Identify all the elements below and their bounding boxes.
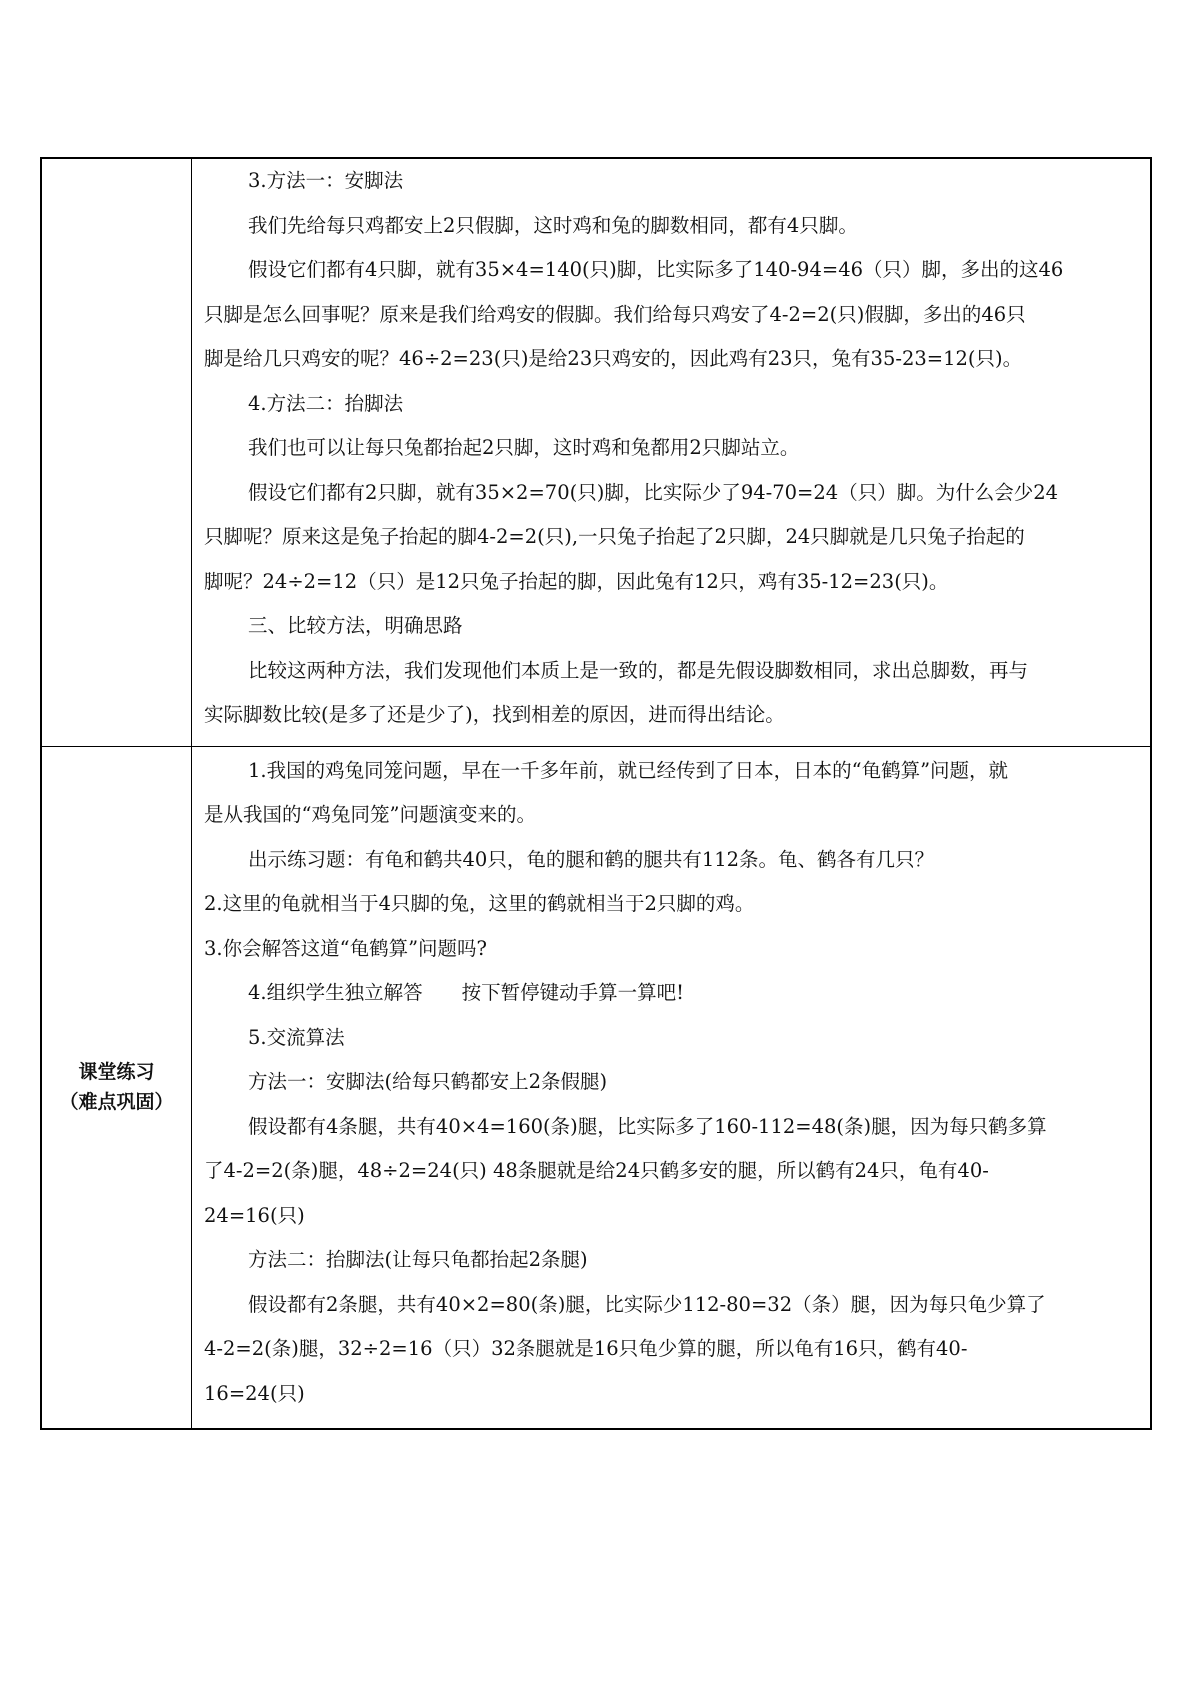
- row-label-line1: 课堂练习: [78, 1061, 155, 1084]
- paragraph: 脚呢？24÷2=12（只）是12只兔子抬起的脚，因此兔有12只，鸡有35-12=23(只)。: [204, 569, 949, 593]
- paragraph: 1.我国的鸡兔同笼问题，早在一千多年前，就已经传到了日本，日本的“龟鹤算”问题，就: [248, 758, 1009, 782]
- paragraph: 是从我国的“鸡兔同笼”问题演变来的。: [204, 803, 536, 826]
- row-label-cell: [42, 159, 192, 746]
- paragraph: 24=16(只): [204, 1203, 305, 1227]
- paragraph: 方法一：安脚法(给每只鹤都安上2条假腿): [248, 1070, 608, 1093]
- paragraph: 方法二：抬脚法(让每只龟都抬起2条腿): [248, 1248, 588, 1271]
- paragraph: 假设都有2条腿，共有40×2=80(条)腿，比实际少112-80=32（条）腿，因为每只龟少算了: [248, 1292, 1046, 1316]
- row-label: [59, 1057, 173, 1117]
- paragraph: 16=24(只): [204, 1381, 305, 1405]
- paragraph: 实际脚数比较(是多了还是少了)，找到相差的原因，进而得出结论。: [204, 703, 785, 726]
- table-row-practice: [42, 746, 1150, 1429]
- row-label-cell: [42, 747, 192, 1429]
- paragraph: 我们也可以让每只兔都抬起2只脚，这时鸡和兔都用2只脚站立。: [248, 436, 800, 459]
- row-content-cell: [192, 159, 1150, 746]
- paragraph: 了4-2=2(条)腿，48÷2=24(只) 48条腿就是给24只鹤多安的腿，所以鹤有24只，龟有40-: [204, 1159, 989, 1182]
- paragraph: 脚是给几只鸡安的呢？46÷2=23(只)是给23只鸡安的，因此鸡有23只，兔有35-23=12(只)。: [204, 347, 1023, 370]
- paragraph: 4.方法二：抬脚法: [248, 391, 404, 415]
- paragraph: 5.交流算法: [248, 1025, 345, 1049]
- paragraph: 比较这两种方法，我们发现他们本质上是一致的，都是先假设脚数相同，求出总脚数，再与: [248, 658, 1029, 682]
- paragraph: 出示练习题：有龟和鹤共40只，龟的腿和鹤的腿共有112条。龟、鹤各有几只？: [248, 847, 935, 871]
- paragraph: 3.方法一：安脚法: [248, 169, 404, 192]
- paragraph: 假设它们都有2只脚，就有35×2=70(只)脚，比实际少了94-70=24（只）脚。为什么会少24: [248, 480, 1059, 504]
- paragraph: 只脚呢？原来这是兔子抬起的脚4-2=2(只),一只兔子抬起了2只脚，24只脚就是几只兔子抬起的: [204, 525, 1025, 548]
- paragraph: 4.组织学生独立解答 按下暂停键动手算一算吧!: [248, 981, 684, 1004]
- paragraph: 4-2=2(条)腿，32÷2=16（只）32条腿就是16只龟少算的腿，所以龟有16只，鹤有40-: [204, 1337, 968, 1360]
- paragraph: 我们先给每只鸡都安上2只假脚，这时鸡和兔的脚数相同，都有4只脚。: [248, 213, 858, 237]
- paragraph: 2.这里的龟就相当于4只脚的兔，这里的鹤就相当于2只脚的鸡。: [204, 892, 755, 915]
- lesson-table: [40, 157, 1152, 1430]
- paragraph: 假设它们都有4只脚，就有35×4=140(只)脚，比实际多了140-94=46（只）脚，多出的这46: [248, 258, 1064, 281]
- paragraph: 假设都有4条腿，共有40×4=160(条)腿，比实际多了160-112=48(条)腿，因为每只鹤多算: [248, 1114, 1047, 1138]
- paragraph: 3.你会解答这道“龟鹤算”问题吗?: [204, 936, 487, 960]
- row-label-line2: （难点巩固）: [59, 1091, 174, 1114]
- table-row-method: [42, 159, 1150, 746]
- paragraph: 只脚是怎么回事呢？原来是我们给鸡安的假脚。我们给每只鸡安了4-2=2(只)假脚，多出的46只: [204, 302, 1026, 326]
- row-content-cell: [192, 747, 1150, 1429]
- section-heading: 三、比较方法，明确思路: [248, 614, 463, 637]
